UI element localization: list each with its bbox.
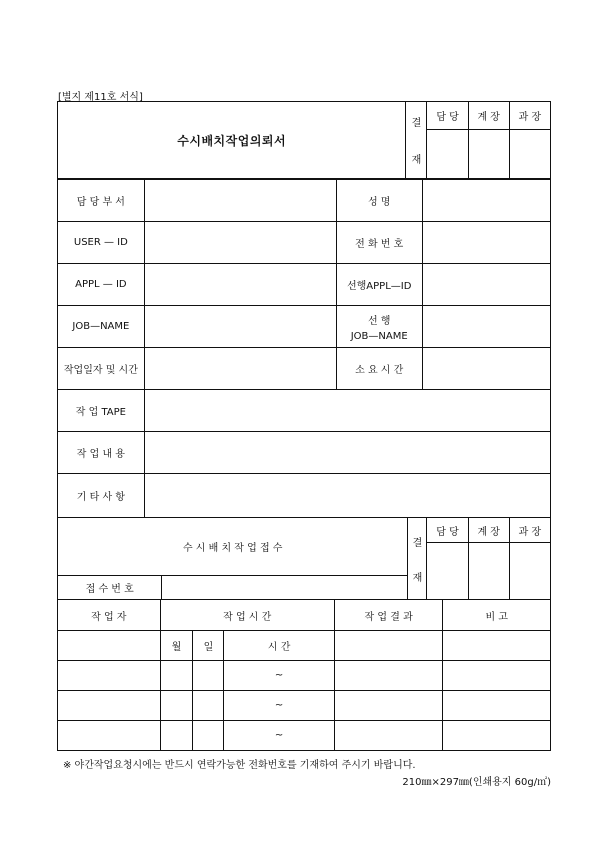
approval-role: 계 장	[468, 102, 509, 130]
receipt-title: 수 시 배 치 작 업 접 수	[182, 543, 283, 554]
receipt-title-cell	[58, 518, 408, 576]
approval-label-top: 결	[411, 118, 422, 129]
result-input[interactable]	[334, 721, 443, 751]
log-subheader: 일	[193, 631, 224, 661]
paper-size: 210㎜×297㎜(인쇄용지 60g/㎡)	[402, 777, 551, 788]
time-input[interactable]: ~	[224, 691, 335, 721]
day-input[interactable]	[193, 721, 224, 751]
field-label: JOB—NAME	[58, 306, 145, 348]
log-cell[interactable]	[334, 631, 443, 661]
time-input[interactable]: ~	[224, 721, 335, 751]
worker-input[interactable]	[58, 721, 161, 751]
worker-input[interactable]	[58, 691, 161, 721]
month-input[interactable]	[160, 691, 193, 721]
worker-input[interactable]	[58, 661, 161, 691]
result-input[interactable]	[334, 691, 443, 721]
approval-sign-box[interactable]	[427, 543, 468, 600]
result-input[interactable]	[334, 661, 443, 691]
field-label	[336, 306, 422, 348]
field-label: USER — ID	[58, 222, 145, 264]
receipt-number-input[interactable]	[162, 576, 408, 600]
log-header: 작 업 자	[58, 600, 161, 631]
field-label: 선행APPL—ID	[336, 264, 422, 306]
field-label-line: 선 행	[367, 315, 391, 327]
field-label-line: JOB—NAME	[350, 330, 408, 342]
approval-label-bottom: 재	[411, 155, 422, 166]
work-content-input[interactable]	[144, 432, 550, 474]
time-input[interactable]: ~	[224, 661, 335, 691]
note-input[interactable]	[443, 661, 551, 691]
etc-input[interactable]	[144, 474, 550, 518]
field-label: 전 화 번 호	[336, 222, 422, 264]
phone-input[interactable]	[422, 222, 550, 264]
receipt-approval-label	[408, 518, 427, 600]
log-header: 작 업 시 간	[160, 600, 334, 631]
approval-sign-box[interactable]	[468, 543, 509, 600]
log-header: 작 업 결 과	[334, 600, 443, 631]
approval-label-top: 결	[412, 537, 423, 549]
job-name-input[interactable]	[144, 306, 336, 348]
prev-appl-id-input[interactable]	[422, 264, 550, 306]
header-table	[57, 101, 551, 179]
appl-id-input[interactable]	[144, 264, 336, 306]
approval-sign-box[interactable]	[468, 130, 509, 179]
duration-input[interactable]	[422, 348, 550, 390]
note-input[interactable]	[443, 691, 551, 721]
field-label: 성 명	[336, 180, 422, 222]
prev-job-name-input[interactable]	[422, 306, 550, 348]
work-log-table	[57, 599, 551, 751]
approval-label	[406, 102, 427, 179]
day-input[interactable]	[193, 691, 224, 721]
form-title-cell	[58, 102, 406, 179]
user-id-input[interactable]	[144, 222, 336, 264]
approval-sign-box[interactable]	[509, 543, 550, 600]
note-input[interactable]	[443, 721, 551, 751]
field-label: 작 업 내 용	[58, 432, 145, 474]
field-label: 작 업 TAPE	[58, 390, 145, 432]
field-label: 작업일자 및 시간	[58, 348, 145, 390]
approval-role: 담 당	[427, 518, 468, 543]
field-label: 담 당 부 서	[58, 180, 145, 222]
log-cell[interactable]	[58, 631, 161, 661]
month-input[interactable]	[160, 721, 193, 751]
approval-label-bottom: 재	[412, 572, 423, 584]
month-input[interactable]	[160, 661, 193, 691]
approval-role: 담 당	[427, 102, 468, 130]
field-label: 소 요 시 간	[336, 348, 422, 390]
approval-sign-box[interactable]	[427, 130, 468, 179]
name-input[interactable]	[422, 180, 550, 222]
tape-input[interactable]	[144, 390, 550, 432]
footnote: ※ 야간작업요청시에는 반드시 연락가능한 전화번호를 기재하여 주시기 바랍니다.	[63, 760, 416, 771]
form-code: [별지 제11호 서식]	[58, 92, 143, 103]
log-header: 비 고	[443, 600, 551, 631]
work-date-input[interactable]	[144, 348, 336, 390]
approval-role: 과 장	[509, 518, 550, 543]
approval-role: 과 장	[509, 102, 550, 130]
field-label: APPL — ID	[58, 264, 145, 306]
field-label: 기 타 사 항	[58, 474, 145, 518]
approval-role: 계 장	[468, 518, 509, 543]
approval-sign-box[interactable]	[509, 130, 550, 179]
form-title: 수시배치작업의뢰서	[177, 133, 287, 148]
day-input[interactable]	[193, 661, 224, 691]
log-subheader: 시 간	[224, 631, 335, 661]
dept-input[interactable]	[144, 180, 336, 222]
log-cell[interactable]	[443, 631, 551, 661]
log-subheader: 월	[160, 631, 193, 661]
field-label: 접 수 번 호	[58, 576, 162, 600]
request-table	[57, 179, 551, 518]
receipt-table	[57, 517, 551, 600]
